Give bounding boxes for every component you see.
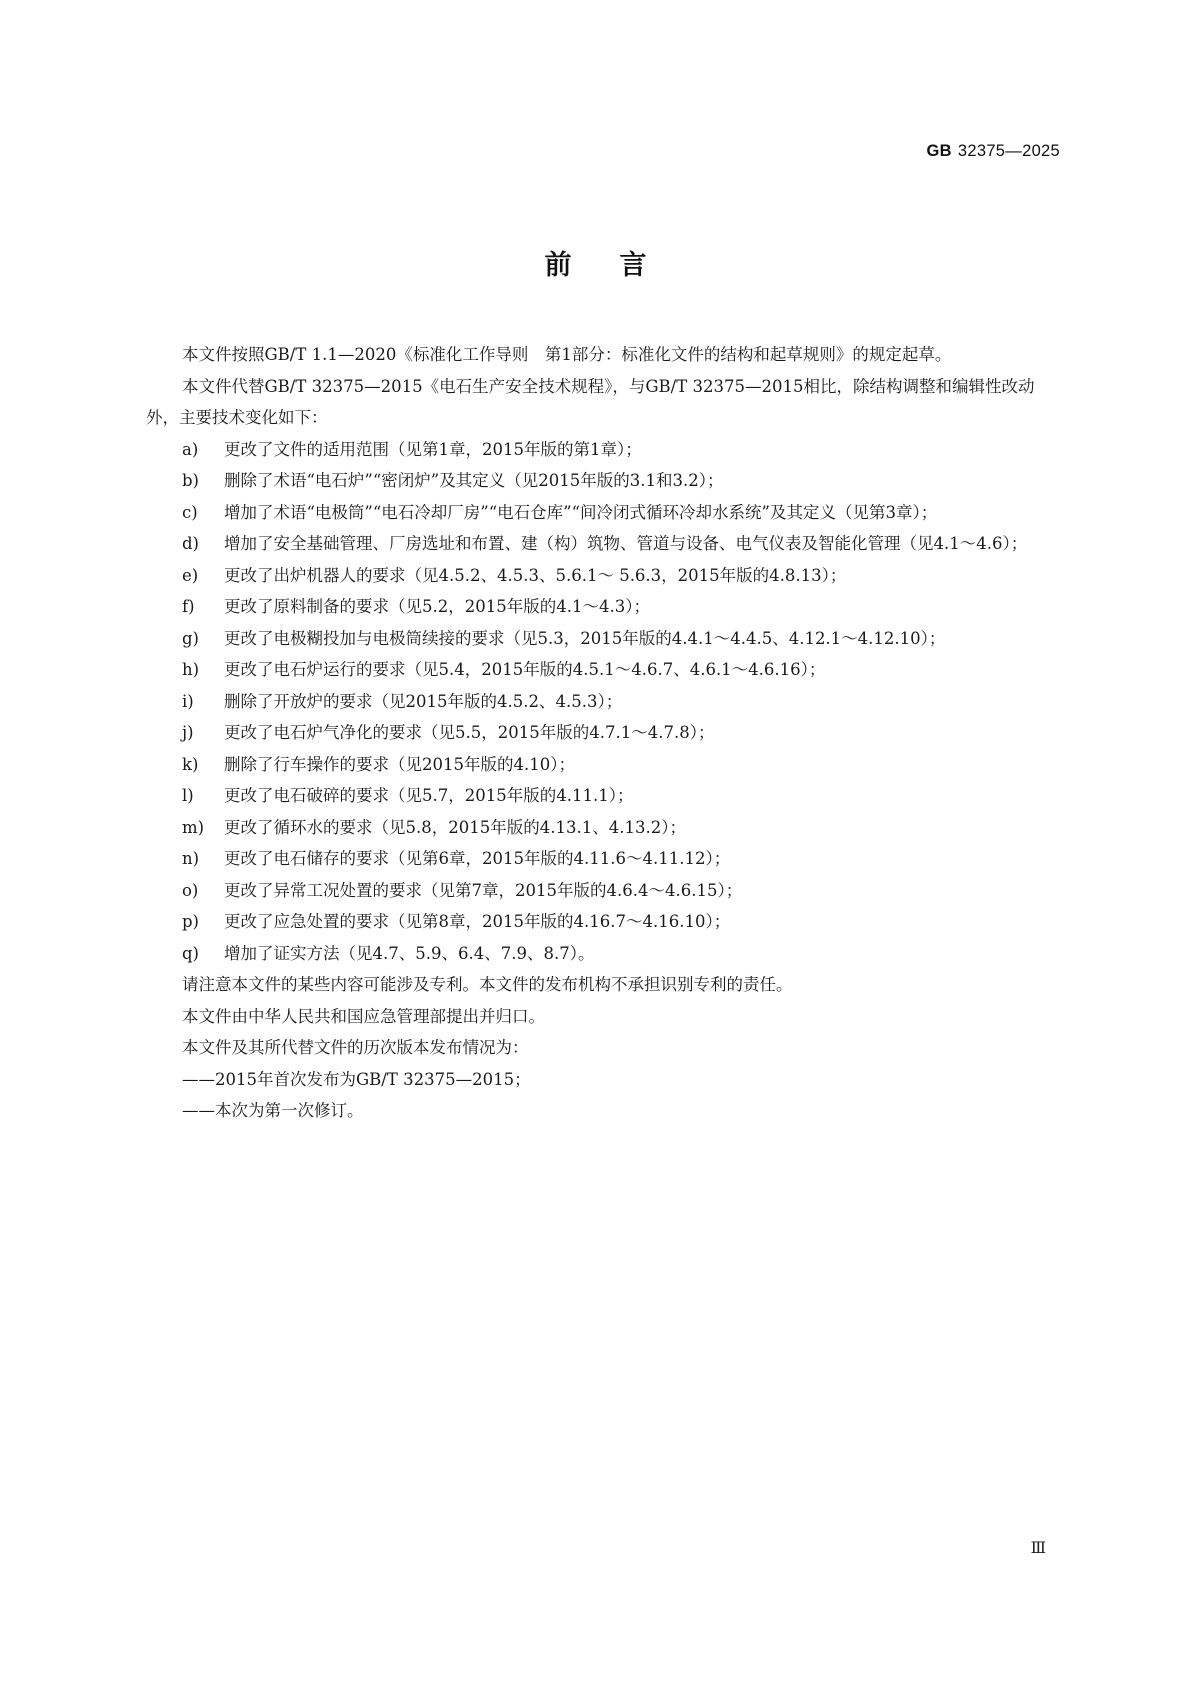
list-item [146, 686, 1066, 718]
list-marker: d) [182, 534, 199, 553]
intro-paragraph: 本文件按照GB/T 1.1—2020《标准化工作导则 第1部分：标准化文件的结构和起草规则》的规定起草。 [182, 345, 952, 364]
list-item-text: 更改了电石炉运行的要求（见5.4，2015年版的4.5.1～4.6.7、4.6.1～4.6.16）； [224, 660, 826, 679]
list-item [146, 812, 1066, 844]
list-marker: j) [182, 723, 194, 742]
standard-code: 32375—2025 [957, 142, 1060, 160]
list-marker: h) [182, 660, 200, 679]
list-marker: g) [182, 628, 199, 648]
history-item: ——本次为第一次修订。 [182, 1101, 364, 1120]
list-item [146, 938, 1066, 970]
list-marker: m) [182, 817, 205, 837]
standard-prefix: GB [926, 142, 952, 160]
list-item-text: 增加了术语“电极筒”“电石冷却厂房”“电石仓库”“间冷闭式循环冷却水系统”及其定义（见第3章）； [224, 502, 938, 522]
foreword-body [146, 339, 1066, 1127]
changes-list [146, 434, 1066, 970]
list-item-text: 增加了安全基础管理、厂房选址和布置、建（构）筑物、管道与设备、电气仪表及智能化管理（见4.1～4.6）； [224, 534, 1028, 553]
list-item [146, 591, 1066, 623]
list-item [146, 749, 1066, 781]
list-item [146, 843, 1066, 875]
list-item-text: 更改了文件的适用范围（见第1章，2015年版的第1章）； [224, 439, 642, 459]
list-item-text: 删除了开放炉的要求（见2015年版的4.5.2、4.5.3）； [224, 691, 623, 711]
list-marker: c) [182, 502, 198, 522]
list-item [146, 465, 1066, 497]
list-item [146, 906, 1066, 938]
list-marker: e) [182, 565, 199, 585]
list-item [146, 717, 1066, 749]
history-item: ——2015年首次发布为GB/T 32375—2015； [182, 1069, 531, 1089]
list-marker: f) [182, 597, 195, 616]
list-marker: l) [182, 786, 194, 805]
intro-paragraph: 本文件代替GB/T 32375—2015《电石生产安全技术规程》，与GB/T 32375—2015相比，除结构调整和编辑性改动外，主要技术变化如下： [146, 376, 1035, 427]
list-item-text: 更改了应急处置的要求（见第8章，2015年版的4.16.7～4.16.10）； [224, 912, 731, 931]
list-item [146, 497, 1066, 529]
list-item [146, 654, 1066, 686]
list-item-text: 更改了循环水的要求（见5.8，2015年版的4.13.1、4.13.2）； [224, 817, 686, 837]
list-item-text: 更改了异常工况处置的要求（见第7章，2015年版的4.6.4～4.6.15）； [224, 880, 743, 900]
list-item-text: 删除了术语“电石炉”“密闭炉”及其定义（见2015年版的3.1和3.2）； [224, 471, 724, 490]
list-marker: n) [182, 849, 200, 868]
list-item [146, 875, 1066, 907]
list-item [146, 780, 1066, 812]
list-marker: k) [182, 754, 199, 774]
list-item [146, 623, 1066, 655]
list-marker: p) [182, 912, 199, 931]
list-marker: o) [182, 880, 199, 900]
list-item-text: 更改了原料制备的要求（见5.2，2015年版的4.1～4.3）； [224, 597, 650, 616]
list-item-text: 删除了行车操作的要求（见2015年版的4.10）； [224, 754, 575, 774]
history-intro: 本文件及其所代替文件的历次版本发布情况为： [182, 1038, 529, 1057]
list-marker: q) [182, 943, 199, 963]
list-item-text: 更改了出炉机器人的要求（见4.5.2、4.5.3、5.6.1～ 5.6.3，2015年版的4.8.13）； [224, 565, 847, 585]
list-item-text: 更改了电石破碎的要求（见5.7，2015年版的4.11.1）； [224, 786, 634, 805]
list-item-text: 更改了电极糊投加与电极筒续接的要求（见5.3，2015年版的4.4.1～4.4.5、4.12.1～4.12.10）； [224, 628, 946, 648]
list-item [146, 434, 1066, 466]
proposer-note: 本文件由中华人民共和国应急管理部提出并归口。 [182, 1006, 545, 1026]
list-item-text: 增加了证实方法（见4.7、5.9、6.4、7.9、8.7）。 [224, 943, 595, 963]
list-marker: b) [182, 471, 199, 490]
list-item-text: 更改了电石储存的要求（见第6章，2015年版的4.11.6～4.11.12）； [224, 849, 731, 868]
standard-number [927, 142, 1060, 161]
page-number: Ⅲ [1030, 1540, 1046, 1557]
list-marker: a) [182, 439, 199, 459]
list-marker: i) [182, 691, 194, 711]
list-item [146, 560, 1066, 592]
patent-note: 请注意本文件的某些内容可能涉及专利。本文件的发布机构不承担识别专利的责任。 [182, 975, 793, 994]
list-item-text: 更改了电石炉气净化的要求（见5.5，2015年版的4.7.1～4.7.8）； [224, 723, 715, 742]
page-title: 前言 [544, 250, 695, 281]
list-item [146, 528, 1066, 560]
